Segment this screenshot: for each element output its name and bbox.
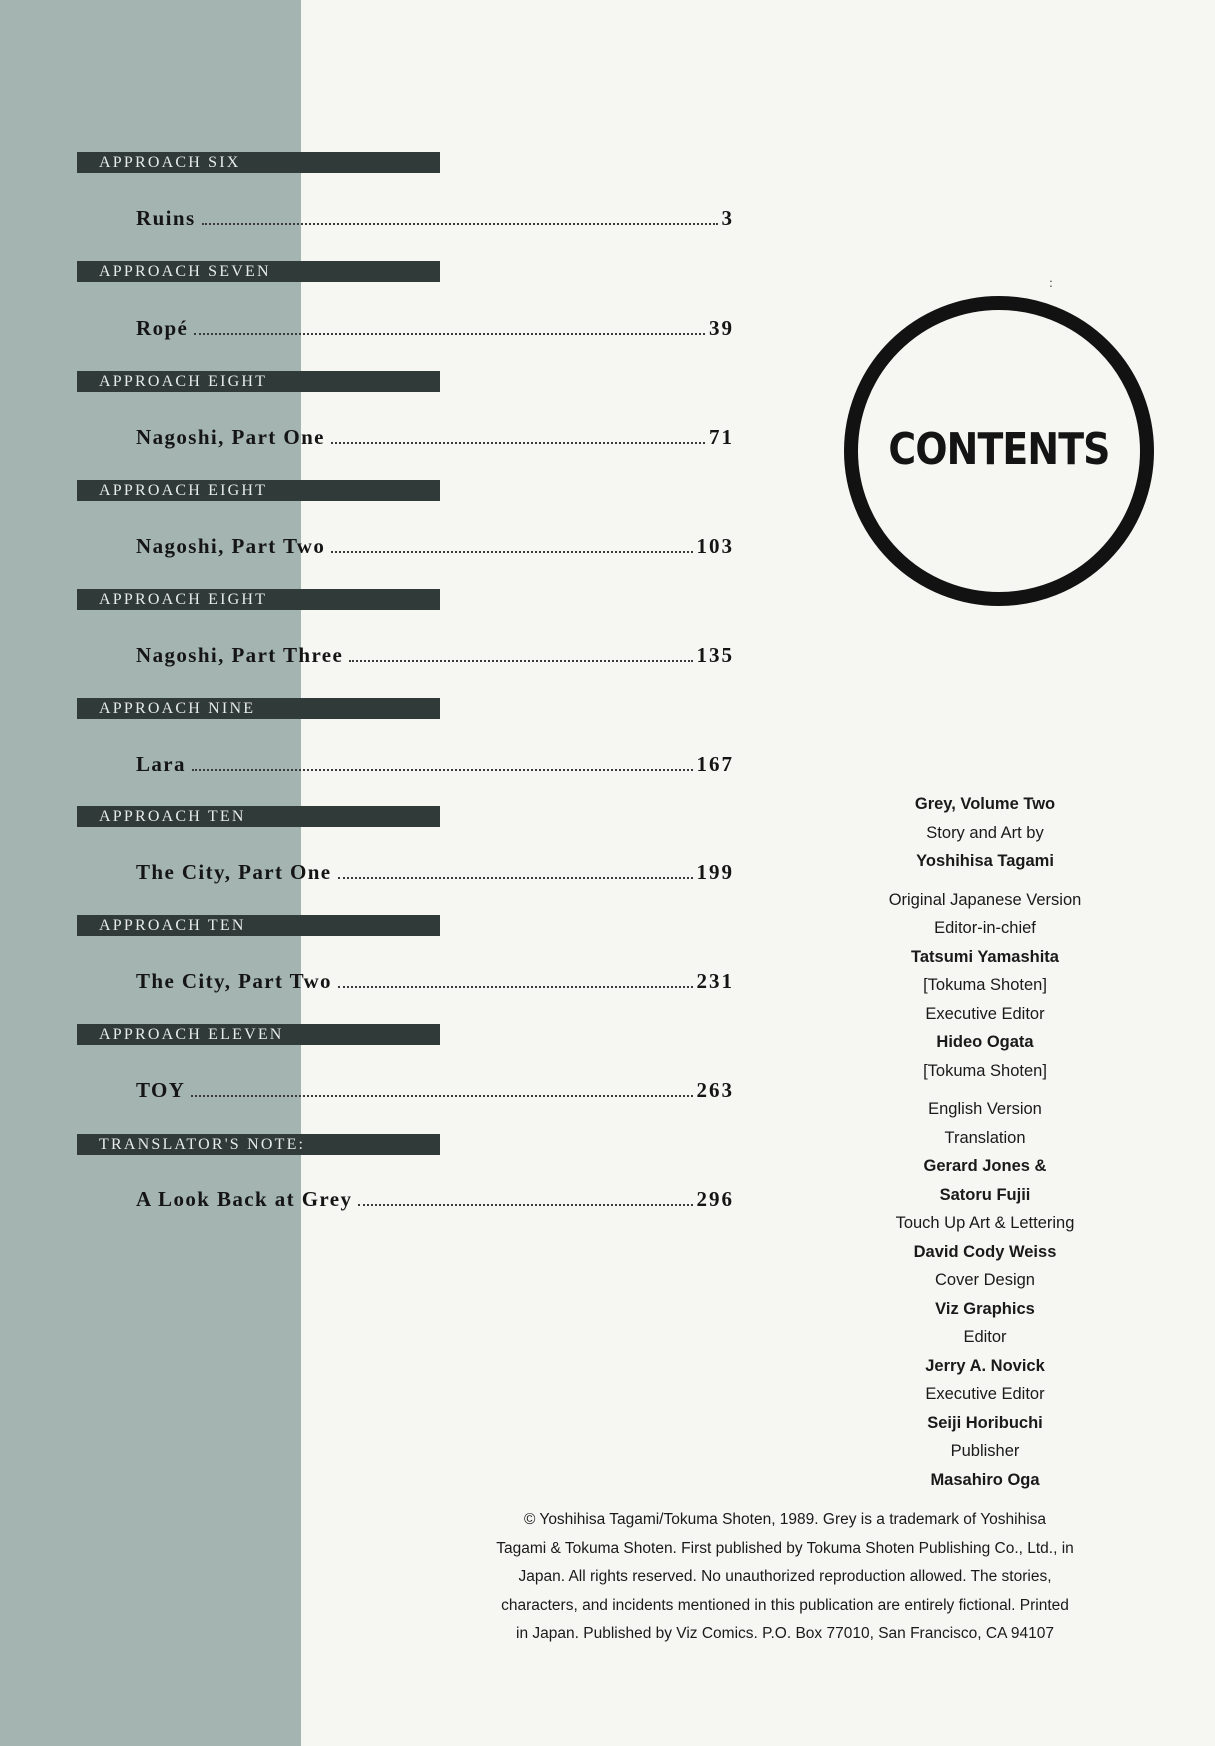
credit-name: Satoru Fujii [939,1185,1031,1204]
dot-leader [202,223,718,225]
toc-entry[interactable] [136,857,734,885]
credit-label: Executive Editor [925,1385,1045,1403]
book-title: Grey, Volume Two [914,795,1056,813]
credit-label: Touch Up Art & Lettering [895,1214,1075,1232]
credits-block [860,790,1110,1494]
credit-label: Original Japanese Version [888,890,1082,909]
entry-page: 3 [721,206,734,230]
dot-leader [338,986,693,988]
credit-label: Story and Art by [926,823,1044,842]
approach-label: APPROACH SEVEN [77,261,440,282]
dot-leader [349,660,692,662]
copyright-line: in Japan. Published by Viz Comics. P.O. Box 77010, San Francisco, CA 94107 [516,1625,1054,1642]
dot-leader [191,1095,692,1097]
entry-page: 71 [709,425,734,449]
credit-name: David Cody Weiss [913,1242,1057,1261]
credit-name: Viz Graphics [935,1299,1035,1318]
credit-label: English Version [928,1100,1042,1118]
credit-label: Editor [963,1328,1007,1346]
approach-label: APPROACH EIGHT [77,589,440,610]
toc-entry[interactable] [136,749,734,777]
copyright-line: Japan. All rights reserved. No unauthorized reproduction allowed. The stories, [518,1568,1052,1585]
entry-page: 263 [696,1078,734,1102]
dot-leader [192,769,693,771]
entry-title: The City, Part Two [136,969,332,993]
toc-entry[interactable] [136,1184,734,1212]
entry-title: A Look Back at Grey [136,1187,353,1211]
toc-entry[interactable] [136,313,734,341]
entry-page: 199 [696,860,734,884]
entry-title: The City, Part One [136,860,332,884]
credit-label: Publisher [950,1442,1020,1460]
entry-page: 135 [696,643,734,667]
copyright-line: characters, and incidents mentioned in this publication are entirely fictional. Printed [501,1596,1069,1614]
entry-title: Lara [136,752,186,776]
toc-entry[interactable] [136,1075,734,1103]
copyright-line: © Yoshihisa Tagami/Tokuma Shoten, 1989. Grey is a trademark of Yoshihisa [523,1511,1047,1528]
entry-title: Ruins [136,206,196,230]
entry-page: 39 [709,316,734,340]
credit-name: Yoshihisa Tagami [916,852,1054,870]
credit-name: Hideo Ogata [936,1033,1034,1051]
entry-page: 167 [696,752,734,776]
entry-page: 103 [696,534,734,558]
dot-leader [331,442,705,444]
copyright-line: Tagami & Tokuma Shoten. First published by Tokuma Shoten Publishing Co., Ltd., in [496,1539,1074,1557]
entry-title: Nagoshi, Part Two [136,534,326,558]
copyright-notice [415,1506,1155,1649]
toc-entry[interactable] [136,531,734,559]
credit-label: Executive Editor [925,1004,1045,1023]
approach-label: APPROACH TEN [77,806,440,827]
credit-label: Editor-in-chief [934,919,1036,937]
entry-title: TOY [136,1078,186,1102]
toc-entry[interactable] [136,966,734,994]
dot-leader [358,1204,692,1206]
dot-leader [194,333,705,335]
dot-leader [331,551,692,553]
entry-title: Nagoshi, Part One [136,425,325,449]
toc-entry[interactable] [136,640,734,668]
credit-name: Gerard Jones & [923,1157,1047,1175]
credit-label: Translation [944,1128,1026,1147]
approach-label: APPROACH SIX [77,152,440,173]
credit-name: Jerry A. Novick [925,1356,1045,1375]
contents-emblem [844,276,1154,606]
approach-label: APPROACH ELEVEN [77,1024,440,1045]
approach-label: TRANSLATOR'S NOTE: [77,1134,440,1155]
credit-name: Tatsumi Yamashita [911,947,1059,966]
entry-page: 231 [696,969,734,993]
approach-label: APPROACH TEN [77,915,440,936]
credit-company: [Tokuma Shoten] [923,976,1047,994]
entry-page: 296 [696,1187,734,1211]
approach-label: APPROACH EIGHT [77,480,440,501]
credit-company: [Tokuma Shoten] [923,1061,1047,1080]
dot-leader [338,877,693,879]
credit-name: Seiji Horibuchi [927,1413,1043,1432]
toc-entry[interactable] [136,422,734,450]
table-of-contents [0,0,760,1250]
entry-title: Ropé [136,316,189,340]
toc-entry[interactable] [136,203,734,231]
credit-label: Cover Design [935,1271,1035,1289]
approach-label: APPROACH EIGHT [77,371,440,392]
stray-mark: : [1049,276,1053,291]
approach-label: APPROACH NINE [77,698,440,719]
entry-title: Nagoshi, Part Three [136,643,344,667]
contents-heading: CONTENTS [888,424,1110,475]
credit-name: Masahiro Oga [930,1470,1040,1489]
